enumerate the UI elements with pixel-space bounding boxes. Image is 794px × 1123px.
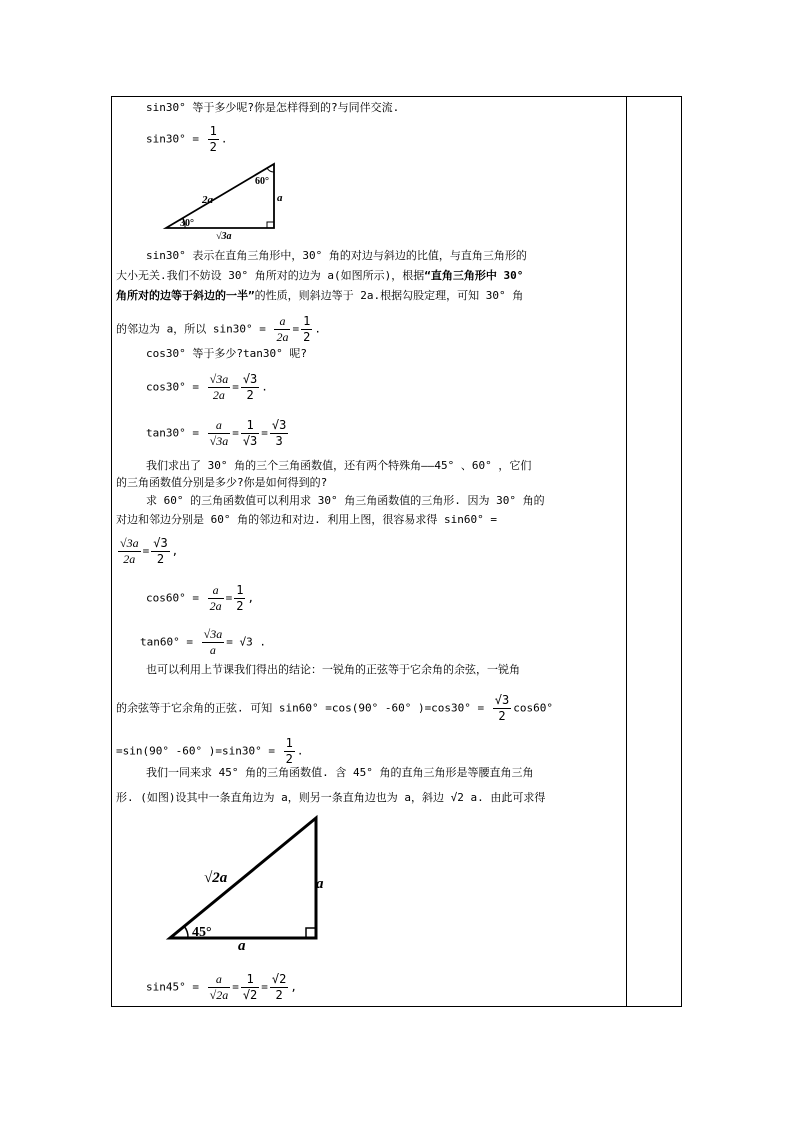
label-hypotenuse-2a: 2a (202, 194, 213, 206)
paragraph-1-line-2 (116, 267, 523, 285)
sin30-derivation-lhs: 的邻边为 a，所以 sin30° = (116, 322, 266, 336)
numerator: √3 (494, 693, 510, 707)
paragraph-1-line-4: 的邻边为 a，所以 sin30° = $\frac{a}{2a}$ = $\frac{1}{2}$ . (116, 314, 321, 344)
triangle-30-60-figure (160, 160, 285, 242)
label-angle-60: 60° (255, 176, 269, 187)
denominator: √3 (242, 434, 258, 448)
fraction (493, 693, 511, 724)
fraction (241, 418, 259, 449)
paragraph-3-line-2: 对边和邻边分别是 60° 角的邻边和对边. 利用上图，很容易求得 sin60° = (116, 513, 497, 526)
triangle-45-figure (160, 812, 340, 952)
fraction (208, 418, 231, 449)
equation-end: . (314, 322, 321, 336)
equation-lhs: cos60° = (146, 591, 199, 605)
table-column-divider (626, 96, 627, 1007)
numerator: 1 (285, 736, 293, 750)
sin30-equation (146, 124, 227, 155)
question-sin30: sin30° 等于多少呢?你是怎样得到的?与同伴交流. (146, 101, 400, 114)
denominator: 2a (209, 599, 222, 613)
cofunction-text-2: =sin(90° -60° )=sin30° = (116, 744, 275, 758)
sin60-equation: $\frac{√3a}{2a}$ = $\frac{√3}{2}$ , (120, 536, 179, 566)
equation-lhs: tan60° = (140, 635, 193, 649)
numerator: √2 (271, 972, 287, 986)
numerator: 1 (236, 583, 244, 597)
fraction (208, 972, 231, 1003)
numerator: 1 (303, 314, 311, 328)
fraction (270, 418, 288, 449)
paragraph-4-line-2 (116, 693, 553, 724)
equation-lhs: tan30° = (146, 426, 199, 440)
numerator: √3 (242, 372, 258, 386)
cos60-equation: cos60° = $\frac{a}{2a}$ = $\frac{1}{2}$ , (146, 583, 255, 613)
paragraph-5-line-2: 形. (如图)设其中一条直角边为 a，则另一条直角边也为 a，斜边 √2 a. 由此可求得 (116, 791, 546, 804)
equation-rhs: = √3 . (226, 635, 266, 649)
numerator: a (215, 972, 222, 986)
denominator: √2 (242, 988, 258, 1002)
denominator: 2a (118, 551, 141, 567)
numerator: 1 (209, 124, 217, 138)
fraction (202, 627, 225, 658)
tan60-equation (140, 627, 266, 658)
paragraph-1-line-3 (116, 287, 523, 305)
denominator: 2 (151, 551, 169, 567)
numerator: 1 (246, 418, 254, 432)
paragraph-3-line-1: 求 60° 的三角函数值可以利用求 30° 角三角函数值的三角形. 因为 30° 角的 (146, 494, 545, 507)
numerator: a (215, 418, 222, 432)
numerator: a (279, 314, 286, 328)
paragraph-4-line-1: 也可以利用上节课我们得出的结论：一锐角的正弦等于它余角的余弦，一锐角 (146, 663, 520, 676)
fraction (301, 314, 312, 345)
numerator: 1 (246, 972, 254, 986)
fraction (274, 314, 290, 345)
equation-end: , (247, 591, 255, 605)
denominator: 2 (493, 708, 511, 724)
denominator: 3 (270, 433, 288, 449)
fraction (208, 124, 219, 155)
fraction (241, 972, 259, 1003)
denominator: 2 (241, 387, 259, 403)
denominator: 2 (270, 987, 288, 1003)
denominator: 2a (208, 387, 231, 403)
label-base-a: a (238, 938, 246, 954)
paragraph-1-text: 大小无关.我们不妨设 30° 角所对的边为 a(如图所示)，根据 (116, 269, 425, 282)
numerator: √3a (203, 627, 223, 641)
fraction (208, 372, 231, 403)
numerator: √3 (271, 418, 287, 432)
denominator: √2a (209, 988, 229, 1002)
equation-lhs: sin45° = (146, 980, 199, 994)
label-side-a: a (277, 192, 283, 204)
equation-end: . (296, 744, 304, 758)
label-angle-45: 45° (192, 925, 212, 940)
numerator: √3a (209, 372, 229, 386)
equation-end: , (171, 544, 179, 558)
paragraph-4-line-3 (116, 736, 303, 767)
denominator: 2a (276, 330, 289, 344)
equation-lhs: cos30° = (146, 380, 199, 394)
denominator: √3a (209, 434, 229, 448)
denominator: 2 (303, 330, 311, 344)
denominator: 2 (236, 599, 244, 613)
bold-theorem-part-2: 角所对的边等于斜边的一半” (116, 289, 255, 302)
equation-end: , (290, 980, 297, 994)
paragraph-2-line-1: 我们求出了 30° 角的三个三角函数值，还有两个特殊角——45° 、60° ，它们 (146, 459, 532, 472)
paragraph-2-line-2: 的三角函数值分别是多少?你是如何得到的? (116, 476, 328, 489)
cofunction-end: cos60° (513, 701, 553, 715)
numerator: √3 (153, 536, 168, 550)
numerator: a (212, 583, 219, 597)
fraction (151, 536, 169, 567)
bold-theorem-part-1: “直角三角形中 30° (424, 269, 524, 282)
fraction (118, 536, 141, 567)
equation-lhs: sin30° = (146, 132, 199, 146)
tan30-equation: tan30° = $\frac{a}{√3a}$ = $\frac{1}{√3}$ = $\frac{√3}{3}$ (146, 418, 287, 448)
denominator: 2 (209, 140, 217, 154)
question-cos30-tan30: cos30° 等于多少?tan30° 呢? (146, 347, 307, 360)
fraction (208, 583, 224, 614)
fraction (241, 372, 259, 403)
label-angle-30: 30° (180, 218, 194, 229)
angle-arc-45 (184, 926, 188, 938)
cos30-equation: cos30° = $\frac{√3a}{2a}$ = $\frac{√3}{2}$ . (146, 372, 268, 402)
sin45-equation: sin45° = $\frac{a}{√2a}$ = $\frac{1}{√2}$ = $\frac{√2}{2}$ , (146, 972, 297, 1002)
fraction (270, 972, 288, 1003)
cofunction-text: 的余弦等于它余角的正弦. 可知 sin60° =cos(90° -60° )=cos30° = (116, 701, 485, 715)
fraction (234, 583, 245, 614)
paragraph-5-line-1: 我们一同来求 45° 角的三角函数值. 含 45° 角的直角三角形是等腰直角三角 (146, 766, 534, 779)
paragraph-1-line-1: sin30° 表示在直角三角形中，30° 角的对边与斜边的比值，与直角三角形的 (146, 249, 527, 262)
triangle-45-shape (170, 818, 316, 938)
denominator: 2 (285, 752, 293, 766)
label-side-a: a (316, 876, 324, 892)
label-hypotenuse-sqrt2a: √2a (204, 870, 228, 886)
denominator: a (202, 642, 225, 658)
angle-arc-60 (267, 168, 274, 172)
paragraph-1-text-2: 的性质，则斜边等于 2a.根据勾股定理，可知 30° 角 (254, 289, 524, 302)
label-base-sqrt3a: √3a (216, 231, 232, 242)
fraction (284, 736, 295, 767)
numerator: √3a (120, 536, 139, 550)
equation-end: . (220, 132, 228, 146)
